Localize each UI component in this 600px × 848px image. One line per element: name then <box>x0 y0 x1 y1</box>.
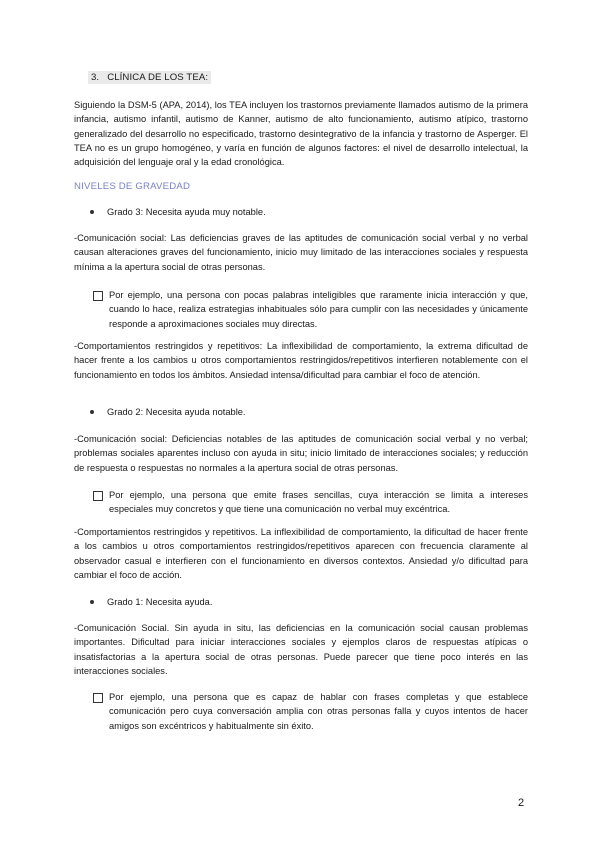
grade-1-example-text: Por ejemplo, una persona que es capaz de hablar con frases completas y que establece comunicación pero cuya conversación amplia con otras personas falla y cuyos intentos de hacer amigos son excéntricos y habitualmente sin éxito. <box>109 692 528 731</box>
checkbox-icon <box>93 291 103 301</box>
grade-2-behaviors: -Comportamientos restringidos y repetitivos. La inflexibilidad de comportamiento, la dificultad de hacer frente a los cambios u otros comportamientos restringidos/repetitivos aparecen con frecuencia claramente al observador casual e interfieren con el funcionamiento en diversos contextos. Ansiedad y/o dificultad para cambiar el foco de acción. <box>74 527 528 580</box>
grade-3-behaviors: -Comportamientos restringidos y repetitivos: La inflexibilidad de comportamiento, la extrema dificultad de hacer frente a los cambios u otros comportamientos restringidos/repetitivos interfieren notablemente con el funcionamiento en todos los ámbitos. Ansiedad intensa/dificultad para cambiar el foco de atención. <box>74 341 528 380</box>
grade-3-example-text: Por ejemplo, una persona con pocas palabras inteligibles que raramente inicia interacción y que, cuando lo hace, realiza estrategias inhabituales sólo para cumplir con las necesidades y únicamente responde a aproximaciones sociales muy directas. <box>109 290 528 329</box>
section-title: CLÍNICA DE LOS TEA: <box>107 72 209 83</box>
checkbox-icon <box>93 491 103 501</box>
grade-3-example <box>93 288 528 331</box>
grade-1-example <box>93 690 528 733</box>
bullet-dot-icon <box>90 210 94 214</box>
section-number: 3. <box>91 72 100 83</box>
checkbox-icon <box>93 693 103 703</box>
grade-2-label: Grado 2: Necesita ayuda notable. <box>107 407 246 417</box>
grade-1-bullet <box>90 597 212 607</box>
grade-3-bullet <box>90 207 266 217</box>
grade-2-example-text: Por ejemplo, una persona que emite frases sencillas, cuya interacción se limita a intereses especiales muy concretos y que tiene una comunicación no verbal muy excéntrica. <box>109 490 528 515</box>
grade-2-example <box>93 488 528 517</box>
levels-heading: NIVELES DE GRAVEDAD <box>74 181 191 192</box>
grade-1-communication: -Comunicación Social. Sin ayuda in situ, las deficiencias en la comunicación social causan problemas importantes. Dificultad para iniciar interacciones sociales y ejemplos claros de respuestas atípicas o insatisfactorias a la apertura social de otras personas. Puede parecer que tiene poco interés en las interacciones sociales. <box>74 623 528 676</box>
page-number: 2 <box>518 797 525 809</box>
grade-2-communication: -Comunicación social: Deficiencias notables de las aptitudes de comunicación social verbal y no verbal; problemas sociales aparentes incluso con ayuda in situ; inicio limitado de interacciones sociales; y reducción de respuesta o respuestas no normales a la apertura social de otras personas. <box>74 434 528 473</box>
grade-3-communication: -Comunicación social: Las deficiencias graves de las aptitudes de comunicación social verbal y no verbal causan alteraciones graves del funcionamiento, inicio muy limitado de las interacciones sociales y respuesta mínima a la apertura social de otras personas. <box>74 233 528 272</box>
grade-2-bullet <box>90 407 246 417</box>
bullet-dot-icon <box>90 600 94 604</box>
grade-1-label: Grado 1: Necesita ayuda. <box>107 597 213 607</box>
intro-paragraph: Siguiendo la DSM-5 (APA, 2014), los TEA incluyen los trastornos previamente llamados autismo de la primera infancia, autismo infantil, autismo de Kanner, autismo de alto funcionamiento, autismo atípico, trastorno generalizado del desarrollo no especificado, trastorno desintegrativo de la infancia y trastorno de Asperger. El TEA no es un grupo homogéneo, y varía en función de algunos factores: el nivel de desarrollo intelectual, la adquisición del lenguaje oral y la edad cronológica. <box>74 100 528 168</box>
grade-3-label: Grado 3: Necesita ayuda muy notable. <box>107 207 266 217</box>
section-heading <box>88 71 211 84</box>
bullet-dot-icon <box>90 410 94 414</box>
